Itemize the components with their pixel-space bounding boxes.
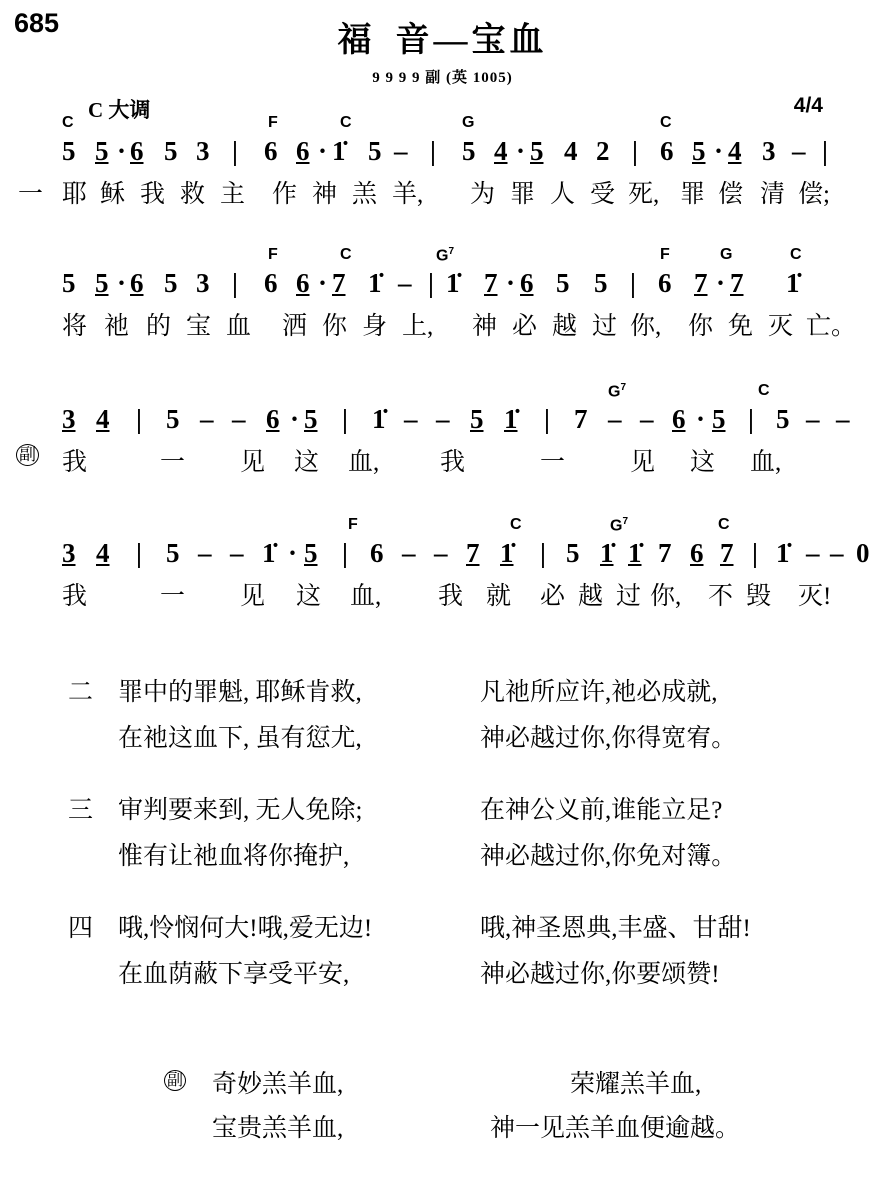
stave-2-notes (0, 246, 885, 306)
lyric-syllable: 的 (146, 313, 172, 340)
lyric-syllable: 清 (760, 181, 786, 208)
note: · (714, 136, 724, 166)
lyric-syllable: 偿 (718, 181, 744, 208)
note: 4 (96, 538, 110, 568)
note: 5 (712, 404, 726, 434)
lyric-syllable: 必 (540, 583, 566, 610)
lyric-syllable: 这 (690, 449, 716, 476)
lyric-syllable: 偿; (798, 181, 830, 208)
note: 5 (462, 136, 476, 166)
note: | (632, 136, 638, 166)
lyric-syllable: 一 (160, 583, 186, 610)
note: – (806, 404, 820, 434)
note: 5 (594, 268, 608, 298)
note: | (752, 538, 758, 568)
verse-line: 审判要来到, 无人免除; (118, 797, 363, 824)
chord-symbol: F (660, 246, 670, 263)
note: | (544, 404, 550, 434)
lyric-syllable: 见 (240, 583, 266, 610)
lyric-syllable: 救 (180, 181, 206, 208)
key-signature: C 大调 (88, 98, 151, 122)
chorus-line: 奇妙羔羊血, (212, 1071, 344, 1098)
lyric-syllable: 你, (630, 313, 662, 340)
verse-line: 罪中的罪魁, 耶稣肯救, (118, 679, 362, 706)
chord-symbol: G (462, 114, 475, 131)
lyric-syllable: 这 (294, 449, 320, 476)
note: 3 (762, 136, 776, 166)
verse-line: 哦,怜悯何大!哦,爱无边! (118, 915, 373, 942)
note: 6 (130, 136, 144, 166)
chord-symbol: F (348, 516, 358, 533)
note: – (398, 268, 412, 298)
verse-number: 三 (68, 797, 94, 824)
chorus-section (0, 1060, 885, 1180)
chord-symbol: $G^7$ (610, 516, 629, 535)
lyric-syllable: 灭 (768, 313, 794, 340)
lyric-syllable: 死, (628, 181, 660, 208)
lyric-syllable: 灭! (798, 583, 832, 610)
note: | (136, 538, 142, 568)
note: – (806, 538, 820, 568)
lyric-syllable: 亡。 (806, 313, 857, 340)
note: 1̇ (446, 268, 460, 298)
note: 1̇ (368, 268, 382, 298)
note: – (434, 538, 448, 568)
note: 5 (166, 538, 180, 568)
lyric-syllable: 主 (220, 181, 246, 208)
note: 7 (484, 268, 498, 298)
note: – (198, 538, 212, 568)
verse-line: 凡祂所应许,祂必成就, (480, 679, 718, 706)
verse-line: 神必越过你,你要颂赞! (480, 961, 720, 988)
verses-section (0, 672, 885, 1026)
verse-line: 神必越过你,你得宽宥。 (480, 725, 737, 752)
lyric-syllable: 你, (650, 583, 682, 610)
note: – (436, 404, 450, 434)
stave-1 (0, 114, 885, 218)
note: 7 (730, 268, 744, 298)
lyric-syllable: 洒 (282, 313, 308, 340)
note: | (430, 136, 436, 166)
note: · (288, 538, 298, 568)
note: 6 (264, 268, 278, 298)
note: 6 (296, 136, 310, 166)
verse-3 (0, 790, 885, 882)
chorus-line: 宝贵羔羊血, (212, 1115, 344, 1142)
note: · (290, 404, 300, 434)
note: 1̇ (776, 538, 790, 568)
lyric-syllable: 我 (140, 181, 166, 208)
note: 1̇ (504, 404, 518, 434)
lyric-syllable: 不 (708, 583, 734, 610)
lyric-syllable: 身 (362, 313, 388, 340)
lyric-syllable: 羊, (392, 181, 424, 208)
chord-symbol: C (340, 246, 352, 263)
note: · (716, 268, 726, 298)
lyric-syllable: 神 (472, 313, 498, 340)
chorus-mark: 副 (164, 1070, 186, 1091)
stave-2-lyrics (0, 306, 885, 350)
note: – (394, 136, 408, 166)
note: 3 (62, 538, 76, 568)
note: 4 (564, 136, 578, 166)
chord-symbol: F (268, 246, 278, 263)
note: 7 (466, 538, 480, 568)
lyric-syllable: 见 (630, 449, 656, 476)
note: 3 (196, 136, 210, 166)
note: – (608, 404, 622, 434)
stave-3 (0, 382, 885, 486)
lyric-syllable: 我 (440, 449, 466, 476)
note: 1̇ (600, 538, 614, 568)
verse-line: 哦,神圣恩典,丰盛、甘甜! (480, 915, 751, 942)
lyric-syllable: 这 (296, 583, 322, 610)
title-part-3: —宝血 (433, 22, 548, 59)
lyric-syllable: 一 (160, 449, 186, 476)
verse-4 (0, 908, 885, 1000)
note: 6 (658, 268, 672, 298)
note: 6 (660, 136, 674, 166)
lyric-syllable: 我 (62, 583, 88, 610)
note: 1̇ (500, 538, 514, 568)
refrain-mark: 副 (16, 444, 39, 466)
page-title (0, 12, 885, 61)
lyric-syllable: 人 (550, 181, 576, 208)
hymn-number: 685 (14, 8, 60, 38)
note: – (230, 538, 244, 568)
note: · (318, 136, 328, 166)
note: – (200, 404, 214, 434)
note: – (232, 404, 246, 434)
chord-symbol: C (790, 246, 802, 263)
note: 4 (728, 136, 742, 166)
note: 2 (596, 136, 610, 166)
time-signature: 4/4 (793, 94, 823, 117)
note: – (830, 538, 844, 568)
chord-symbol: C (718, 516, 730, 533)
note: | (540, 538, 546, 568)
lyric-syllable: 耶 (62, 181, 88, 208)
note: 5 (166, 404, 180, 434)
note: 7 (574, 404, 588, 434)
note: | (232, 268, 238, 298)
stave-4-lyrics (0, 576, 885, 620)
note: 5 (566, 538, 580, 568)
note: 5 (530, 136, 544, 166)
note: 1̇ (262, 538, 276, 568)
note: – (836, 404, 850, 434)
note: | (342, 538, 348, 568)
lyric-syllable: 越 (552, 313, 578, 340)
note: 6 (266, 404, 280, 434)
stave-3-notes (0, 382, 885, 442)
note: 4 (494, 136, 508, 166)
lyric-syllable: 作 (272, 181, 298, 208)
verse-2 (0, 672, 885, 764)
chord-symbol: F (268, 114, 278, 131)
note: 5 (62, 136, 76, 166)
note: | (748, 404, 754, 434)
chord-symbol: C (510, 516, 522, 533)
note: | (822, 136, 828, 166)
note: – (640, 404, 654, 434)
lyric-syllable: 上, (402, 313, 434, 340)
lyric-syllable: 将 (62, 313, 88, 340)
lyric-syllable: 过 (616, 583, 642, 610)
lyric-syllable: 一 (540, 449, 566, 476)
lyric-syllable: 必 (512, 313, 538, 340)
note: – (402, 538, 416, 568)
note: 7 (694, 268, 708, 298)
lyric-syllable: 受 (590, 181, 616, 208)
note: 6 (690, 538, 704, 568)
title-part-1: 福 (337, 22, 376, 59)
note: 1̇ (332, 136, 346, 166)
chord-symbol: $G^7$ (436, 246, 455, 265)
lyric-syllable: 神 (312, 181, 338, 208)
note: 5 (95, 136, 109, 166)
chord-symbol: C (758, 382, 770, 399)
lyric-syllable: 宝 (186, 313, 212, 340)
note: | (342, 404, 348, 434)
stave-4 (0, 516, 885, 620)
verse-line: 惟有让祂血将你掩护, (118, 843, 350, 870)
note: | (136, 404, 142, 434)
note: – (404, 404, 418, 434)
lyric-syllable: 毁 (746, 583, 772, 610)
chord-symbol: C (340, 114, 352, 131)
note: 6 (130, 268, 144, 298)
lyric-syllable: 过 (592, 313, 618, 340)
lyric-syllable: 为 (470, 181, 496, 208)
lyric-syllable: 你 (688, 313, 714, 340)
verse-number: 四 (68, 915, 94, 942)
stave-1-lyrics (0, 174, 885, 218)
note: · (117, 136, 127, 166)
note: 5 (164, 268, 178, 298)
lyric-syllable: 我 (62, 449, 88, 476)
stave-2 (0, 246, 885, 350)
note: 0 (856, 538, 870, 568)
chorus-line: 荣耀羔羊血, (570, 1071, 702, 1098)
note: 5 (164, 136, 178, 166)
note: · (506, 268, 516, 298)
lyric-syllable: 你 (322, 313, 348, 340)
note: | (232, 136, 238, 166)
lyric-syllable: 稣 (100, 181, 126, 208)
lyric-syllable: 罪 (680, 181, 706, 208)
chord-symbol: G (720, 246, 733, 263)
lyric-syllable: 见 (240, 449, 266, 476)
verse-mark-1: 一 (18, 181, 44, 208)
title-part-2: 音 (395, 22, 434, 59)
note: 5 (304, 538, 318, 568)
note: 1̇ (372, 404, 386, 434)
note: 5 (776, 404, 790, 434)
meter-info: 9 9 9 9 副 (英 1005) (372, 70, 513, 86)
lyric-syllable: 羔 (352, 181, 378, 208)
note: · (516, 136, 526, 166)
note: 5 (556, 268, 570, 298)
lyric-syllable: 血, (750, 449, 782, 476)
note: 7 (332, 268, 346, 298)
lyric-syllable: 血, (350, 583, 382, 610)
note: · (318, 268, 328, 298)
chorus-line: 神一见羔羊血便逾越。 (490, 1115, 741, 1142)
note: 5 (692, 136, 706, 166)
lyric-syllable: 就 (486, 583, 512, 610)
note: | (428, 268, 434, 298)
chord-symbol: $G^7$ (608, 382, 627, 401)
stave-4-notes (0, 516, 885, 576)
lyric-syllable: 祂 (104, 313, 130, 340)
note: 3 (196, 268, 210, 298)
note: 5 (368, 136, 382, 166)
note: 4 (96, 404, 110, 434)
note: 5 (304, 404, 318, 434)
verse-line: 在神公义前,谁能立足? (480, 797, 723, 824)
note: 6 (264, 136, 278, 166)
chord-symbol: C (62, 114, 74, 131)
note: 6 (520, 268, 534, 298)
note: 3 (62, 404, 76, 434)
verse-line: 在血荫蔽下享受平安, (118, 961, 350, 988)
note: 7 (658, 538, 672, 568)
lyric-syllable: 血, (348, 449, 380, 476)
note: 5 (95, 268, 109, 298)
lyric-syllable: 我 (438, 583, 464, 610)
note: · (696, 404, 706, 434)
note: 7 (720, 538, 734, 568)
stave-1-notes (0, 114, 885, 174)
note: 1̇ (786, 268, 800, 298)
verse-number: 二 (68, 679, 94, 706)
note: 6 (672, 404, 686, 434)
note: 5 (470, 404, 484, 434)
verse-line: 神必越过你,你免对簿。 (480, 843, 737, 870)
chord-symbol: C (660, 114, 672, 131)
note: 5 (62, 268, 76, 298)
note: 1̇ (628, 538, 642, 568)
verse-line: 在祂这血下, 虽有愆尤, (118, 725, 362, 752)
lyric-syllable: 越 (578, 583, 604, 610)
lyric-syllable: 罪 (510, 181, 536, 208)
note: | (630, 268, 636, 298)
note: 6 (370, 538, 384, 568)
note: – (792, 136, 806, 166)
lyric-syllable: 血 (226, 313, 252, 340)
lyric-syllable: 免 (728, 313, 754, 340)
note: 6 (296, 268, 310, 298)
stave-3-lyrics (0, 442, 885, 486)
note: · (117, 268, 127, 298)
